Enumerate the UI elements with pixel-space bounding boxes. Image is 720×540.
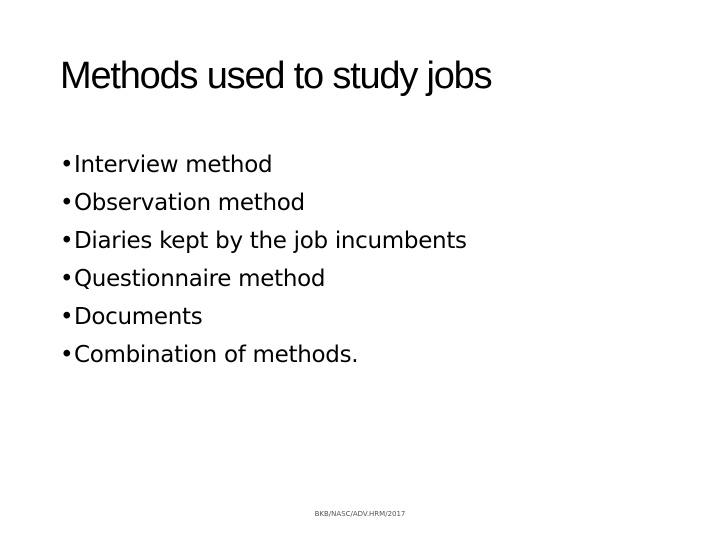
bullet-icon: • xyxy=(60,342,74,368)
bullet-text: Questionnaire method xyxy=(74,266,326,292)
list-item xyxy=(60,298,467,336)
bullet-text: Combination of methods. xyxy=(74,342,359,368)
bullet-icon: • xyxy=(60,266,74,292)
slide-title: Methods used to study jobs xyxy=(60,55,492,97)
list-item xyxy=(60,336,467,374)
bullet-text: Observation method xyxy=(74,190,305,216)
slide-footer: BKB/NASC/ADV.HRM/2017 xyxy=(314,510,406,518)
list-item xyxy=(60,260,467,298)
list-item xyxy=(60,146,467,184)
bullet-text: Documents xyxy=(74,304,203,330)
bullet-list xyxy=(60,146,467,374)
bullet-icon: • xyxy=(60,304,74,330)
bullet-icon: • xyxy=(60,228,74,254)
bullet-text: Diaries kept by the job incumbents xyxy=(74,228,467,254)
list-item xyxy=(60,184,467,222)
bullet-icon: • xyxy=(60,190,74,216)
bullet-icon: • xyxy=(60,152,74,178)
list-item xyxy=(60,222,467,260)
bullet-text: Interview method xyxy=(74,152,273,178)
